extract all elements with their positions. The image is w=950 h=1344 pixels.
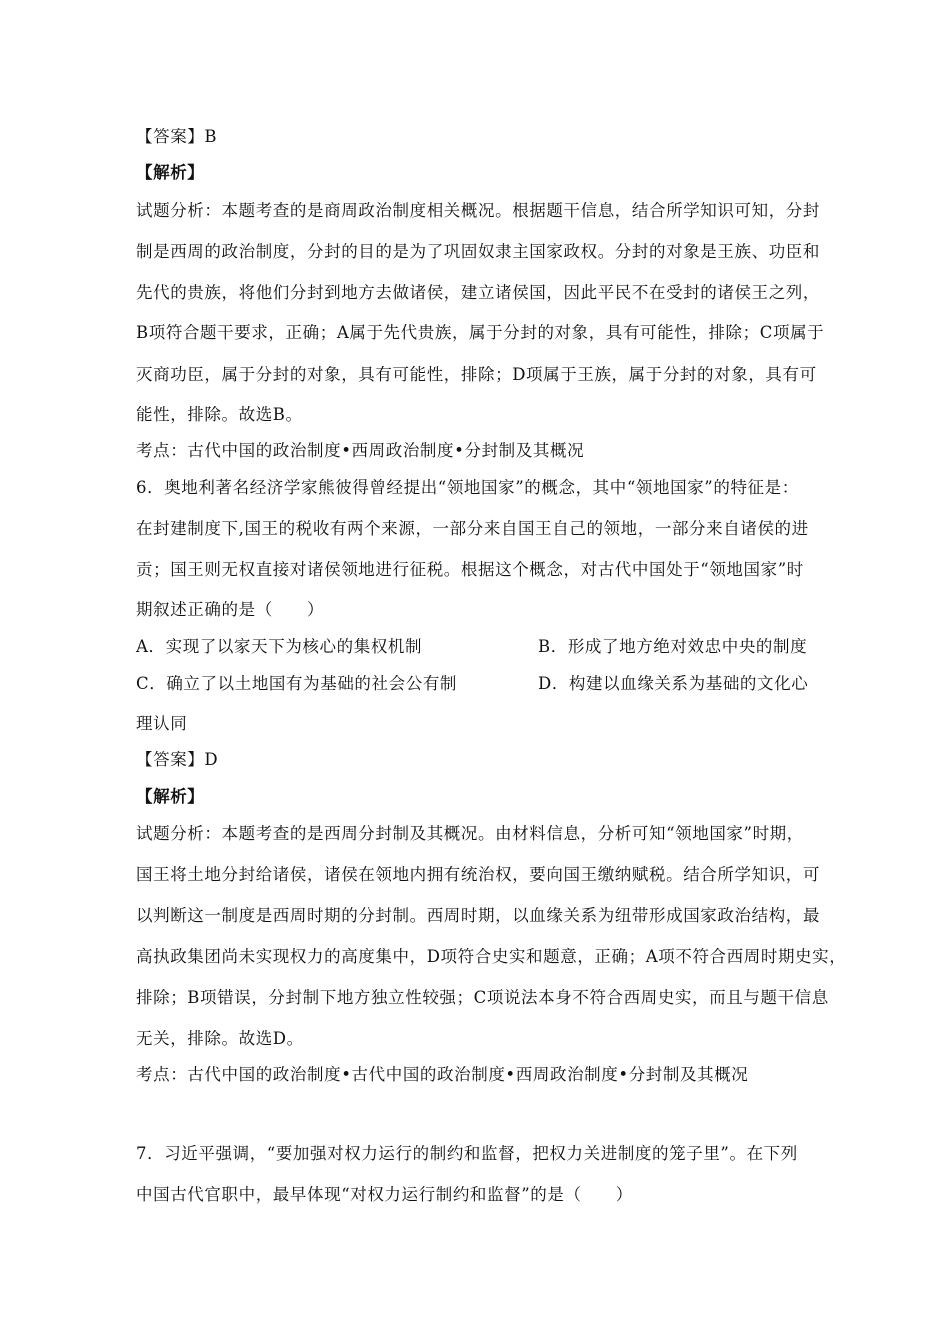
q6-analysis-line: 排除；B项错误，分封制下地方独立性较强；C项说法本身不符合西周史实，而且与题干信息	[136, 988, 829, 1007]
q7-stem-line: 中国古代官职中，最早体现“对权力运行制约和监督”的是（ ）	[136, 1185, 633, 1204]
q6-analysis-heading: 【解析】	[136, 787, 205, 806]
q6-kaodian: 考点：古代中国的政治制度•古代中国的政治制度•西周政治制度•分封制及其概况	[136, 1065, 749, 1084]
q6-analysis-line: 国王将土地分封给诸侯，诸侯在领地内拥有统治权，要向国王缴纳赋税。结合所学知识，可	[136, 865, 820, 884]
q5-analysis-line: 能性，排除。故选B。	[136, 405, 303, 424]
q5-analysis-line: 先代的贵族，将他们分封到地方去做诸侯，建立诸侯国，因此平民不在受封的诸侯王之列，	[136, 283, 820, 302]
q6-analysis-line: 以判断这一制度是西周时期的分封制。西周时期，以血缘关系为纽带形成国家政治结构，最	[136, 906, 820, 925]
q5-analysis-line: B项符合题干要求，正确；A属于先代贵族，属于分封的对象，具有可能性，排除；C项属于	[136, 323, 825, 342]
q6-option-c: C．确立了以土地国有为基础的社会公有制	[136, 674, 458, 693]
q5-answer: 【答案】B	[136, 127, 218, 146]
q6-option-d-continued: 理认同	[136, 714, 188, 733]
q6-stem-line: 贡；国王则无权直接对诸侯领地进行征税。根据这个概念，对古代中国处于“领地国家”时	[136, 560, 804, 579]
q5-analysis-line: 试题分析：本题考查的是商周政治制度相关概况。根据题干信息，结合所学知识可知，分封	[136, 201, 820, 220]
q6-answer: 【答案】D	[136, 750, 219, 769]
q5-kaodian: 考点：古代中国的政治制度•西周政治制度•分封制及其概况	[136, 441, 585, 460]
q6-option-b: B．形成了地方绝对效忠中央的制度	[538, 637, 808, 656]
q7-stem-line: 7．习近平强调，“要加强对权力运行的制约和监督，把权力关进制度的笼子里”。在下列	[136, 1144, 798, 1163]
q6-option-d: D．构建以血缘关系为基础的文化心	[538, 674, 809, 693]
q6-analysis-line: 无关，排除。故选D。	[136, 1029, 304, 1048]
q5-analysis-line: 制是西周的政治制度，分封的目的是为了巩固奴隶主国家政权。分封的对象是王族、功臣和	[136, 242, 820, 261]
q5-analysis-heading: 【解析】	[136, 163, 205, 182]
q5-analysis-line: 灭商功臣，属于分封的对象，具有可能性，排除；D项属于王族，属于分封的对象，具有可	[136, 365, 817, 384]
q6-stem-line: 6．奥地利著名经济学家熊彼得曾经提出“领地国家”的概念，其中“领地国家”的特征是：	[136, 478, 799, 497]
q6-stem-line: 期叙述正确的是（ ）	[136, 600, 325, 619]
q6-stem-line: 在封建制度下,国王的税收有两个来源，一部分来自国王自己的领地，一部分来自诸侯的进	[136, 519, 809, 538]
q6-option-a: A．实现了以家天下为核心的集权机制	[136, 637, 423, 656]
q6-analysis-line: 试题分析：本题考查的是西周分封制及其概况。由材料信息，分析可知“领地国家”时期，	[136, 824, 804, 843]
q6-analysis-line: 高执政集团尚未实现权力的高度集中，D项符合史实和题意，正确；A项不符合西周时期史实，	[136, 947, 847, 966]
